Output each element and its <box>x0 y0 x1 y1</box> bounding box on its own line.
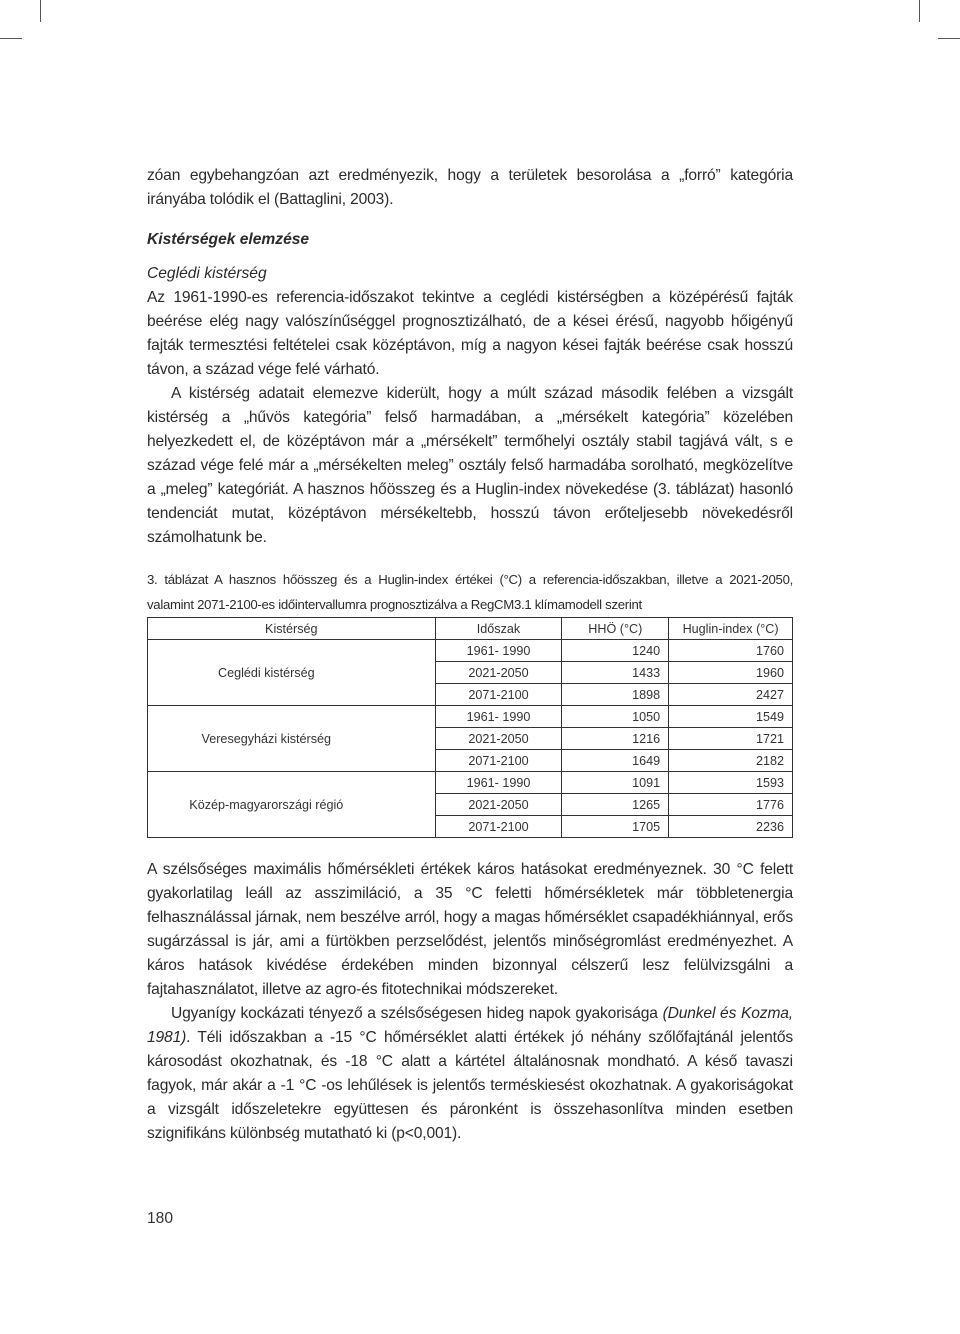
crop-mark <box>938 38 960 39</box>
huglin-cell: 1721 <box>669 728 793 750</box>
period-cell: 1961- 1990 <box>435 706 562 728</box>
subsection-heading: Ceglédi kistérség <box>147 265 267 282</box>
hho-cell: 1265 <box>562 794 669 816</box>
period-cell: 2071-2100 <box>435 684 562 706</box>
header-cell-region: Kistérség <box>148 618 436 640</box>
hho-cell: 1649 <box>562 750 669 772</box>
section-heading: Kistérségek elemzése <box>147 231 310 248</box>
table-header-row <box>148 618 793 640</box>
region-cell: Közép-magyarországi régió <box>148 772 436 838</box>
hho-cell: 1050 <box>562 706 669 728</box>
period-cell: 2021-2050 <box>435 728 562 750</box>
page-number: 180 <box>147 1210 174 1227</box>
period-cell: 1961- 1990 <box>435 640 562 662</box>
hho-cell: 1216 <box>562 728 669 750</box>
huglin-cell: 1593 <box>669 772 793 794</box>
closing-text-block <box>147 858 793 1146</box>
period-cell: 2021-2050 <box>435 794 562 816</box>
table-caption <box>147 568 793 617</box>
paragraph-4 <box>147 1002 793 1146</box>
hho-cell: 1898 <box>562 684 669 706</box>
crop-mark <box>919 0 920 22</box>
header-cell-huglin: Huglin-index (°C) <box>669 618 793 640</box>
paragraph-3: A szélsőséges maximális hőmérsékleti értékek káros hatásokat eredményeznek. 30 °C felett gyakorlatilag leáll az asszimiláció, a 35 °C feletti hőmérsékletek már többletenergia felhasználással járnak, nem beszélve arról, hogy a magas hőmérséklet csapadékhiánnyal, erős sugárzással is jár, ami a fürtökben perzselődést, jelentős minőségromlást eredményezhet. A káros hatások kivédése érdekében minden bizonnyal célszerű lesz felülvizsgálni a fajtahasználatot, illetve az agro-és fitotechnikai módszereket. <box>147 861 793 998</box>
data-table <box>147 617 793 838</box>
table-row <box>148 640 793 662</box>
citation: (Dunkel és Kozma, 1981) <box>147 1005 793 1046</box>
huglin-cell: 2182 <box>669 750 793 772</box>
paragraph-1: Az 1961-1990-es referencia-időszakot tekintve a ceglédi kistérségben a középérésű fajták beérése elég nagy valószínűséggel prognosztizálható, de a kései érésű, nagyobb hőigényű fajták termesztési feltételei csak középtávon, míg a nagyon kései fajták beérése csak hosszú távon, a század vége felé várható. <box>147 289 793 378</box>
huglin-cell: 1760 <box>669 640 793 662</box>
period-cell: 1961- 1990 <box>435 772 562 794</box>
huglin-cell: 2427 <box>669 684 793 706</box>
period-cell: 2071-2100 <box>435 816 562 838</box>
huglin-cell: 1960 <box>669 662 793 684</box>
period-cell: 2021-2050 <box>435 662 562 684</box>
header-cell-hho: HHÖ (°C) <box>562 618 669 640</box>
hho-cell: 1091 <box>562 772 669 794</box>
hho-cell: 1240 <box>562 640 669 662</box>
huglin-cell: 1549 <box>669 706 793 728</box>
paragraph-4-rest: . Téli időszakban a -15 °C hőmérséklet alatti értékek jó néhány szőlőfajtánál jelentős károsodást okozhatnak, és -18 °C alatt a kártétel általánosnak mondható. A késő tavaszi fagyok, már akár a -1 °C -os lehűlések is jelentős terméskiesést okozhatnak. A gyakoriságokat a vizsgált időszeletekre együttesen és páronként is összehasonlítva minden esetben szignifikáns különbség mutatható ki (p<0,001). <box>147 1029 793 1142</box>
crop-mark <box>0 38 22 39</box>
period-cell: 2071-2100 <box>435 750 562 772</box>
paragraph-2: A kistérség adatait elemezve kiderült, hogy a múlt század második felében a vizsgált kistérség a „hűvös kategória” felső harmadában, a „mérsékelt kategória” közelében helyezkedett el, de középtávon már a „mérsékelt” termőhelyi osztály stabil tagjává vált, s e század vége felé már a „mérsékelten meleg” osztály felső harmadába sorolható, megközelítve a „meleg” kategóriát. A hasznos hőösszeg és a Huglin-index növekedése (3. táblázat) hasonló tendenciát mutat, középtávon mérsékeltebb, hosszú távon erőteljesebb növekedésről számolhatunk be. <box>147 385 793 546</box>
table-row <box>148 772 793 794</box>
body-text-block <box>147 286 793 550</box>
region-cell: Veresegyházi kistérség <box>148 706 436 772</box>
intro-paragraph: zóan egybehangzóan azt eredményezik, hogy a területek besorolása a „forró” kategória irányába tolódik el (Battaglini, 2003). <box>147 167 793 208</box>
hho-cell: 1433 <box>562 662 669 684</box>
table-row <box>148 706 793 728</box>
region-cell: Ceglédi kistérség <box>148 640 436 706</box>
paragraph-4-start: Ugyanígy kockázati tényező a szélsőségesen hideg napok gyakorisága <box>171 1005 663 1022</box>
huglin-cell: 1776 <box>669 794 793 816</box>
header-cell-period: Időszak <box>435 618 562 640</box>
crop-mark <box>40 0 41 22</box>
table-caption-label: 3. táblázat <box>147 572 209 587</box>
intro-text-block <box>147 164 793 212</box>
hho-cell: 1705 <box>562 816 669 838</box>
huglin-cell: 2236 <box>669 816 793 838</box>
table-caption-text: A hasznos hőösszeg és a Huglin-index értékei (°C) a referencia-időszakban, illetve a 2021-2050, valamint 2071-2100-es időintervallumra prognosztizálva a RegCM3.1 klímamodell szerint <box>147 572 793 612</box>
